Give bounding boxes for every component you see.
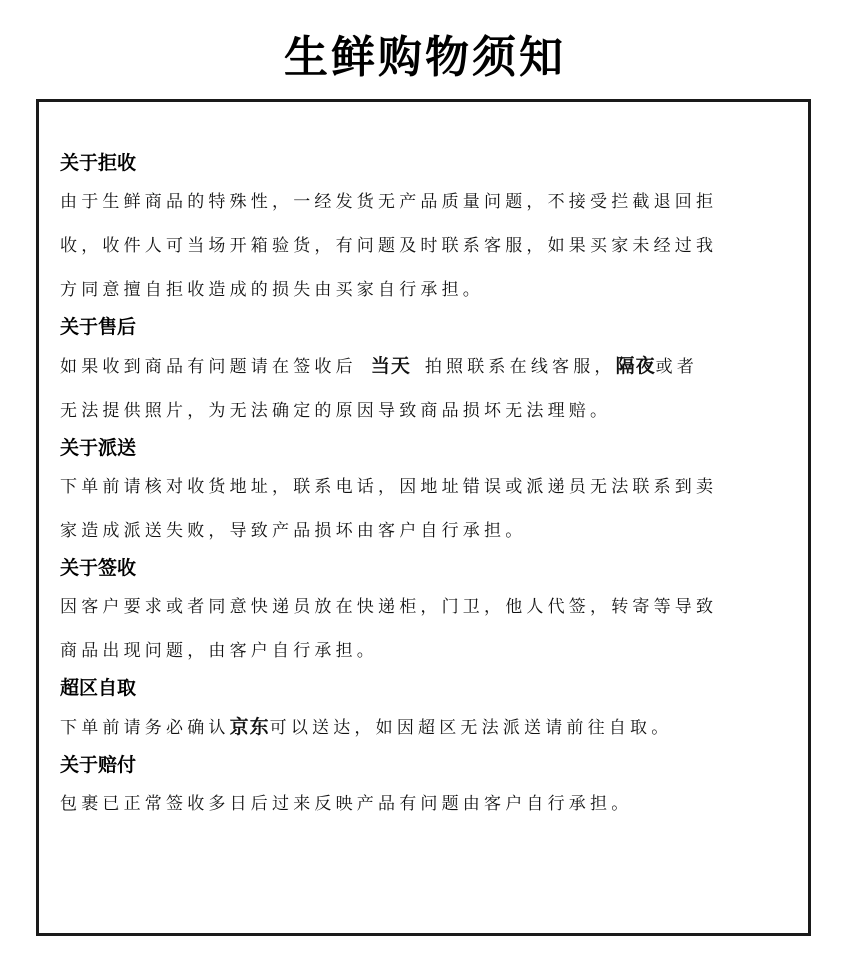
text-fragment: 下单前请务必确认 <box>60 718 230 738</box>
emphasis-jd: 京东 <box>229 716 270 738</box>
section-rejection <box>60 148 760 312</box>
section-heading: 关于赔付 <box>60 754 137 776</box>
section-heading: 关于拒收 <box>60 152 137 174</box>
text-fragment: 可以送达，如因超区无法派送请前往自取。 <box>269 718 673 738</box>
section-heading: 关于派送 <box>60 437 137 459</box>
section-text-line: 收，收件人可当场开箱验货，有问题及时联系客服，如果买家未经过我 <box>60 236 718 256</box>
section-out-of-area-pickup <box>60 673 760 750</box>
section-text-line: 下单前请核对收货地址，联系电话，因地址错误或派递员无法联系到卖 <box>60 477 718 497</box>
section-text-line: 无法提供照片，为无法确定的原因导致商品损坏无法理赔。 <box>60 401 612 421</box>
emphasis-overnight: 隔夜 <box>615 355 656 377</box>
text-fragment: 如果收到商品有问题请在签收后 <box>60 357 357 377</box>
notice-content <box>60 148 760 826</box>
section-text-line: 因客户要求或者同意快递员放在快递柜，门卫，他人代签，转寄等导致 <box>60 597 718 617</box>
section-delivery <box>60 433 760 553</box>
section-text-line: 由于生鲜商品的特殊性，一经发货无产品质量问题，不接受拦截退回拒 <box>60 192 718 212</box>
section-text-line <box>60 344 760 389</box>
section-text-line: 家造成派送失败，导致产品损坏由客户自行承担。 <box>60 521 527 541</box>
section-text-line: 方同意擅自拒收造成的损失由买家自行承担。 <box>60 280 484 300</box>
section-after-sales <box>60 312 760 433</box>
page-title: 生鲜购物须知 <box>284 32 566 83</box>
section-heading: 关于售后 <box>60 316 137 338</box>
text-fragment: 拍照联系在线客服， <box>424 357 616 377</box>
section-heading: 关于签收 <box>60 557 137 579</box>
section-heading: 超区自取 <box>60 677 137 699</box>
text-fragment: 或者 <box>655 357 699 377</box>
section-text-line: 商品出现问题，由客户自行承担。 <box>60 641 378 661</box>
section-text-line: 包裹已正常签收多日后过来反映产品有问题由客户自行承担。 <box>60 794 633 814</box>
emphasis-same-day: 当天 <box>370 355 411 377</box>
section-sign-for <box>60 553 760 673</box>
section-text-line <box>60 705 760 750</box>
section-compensation <box>60 750 760 826</box>
